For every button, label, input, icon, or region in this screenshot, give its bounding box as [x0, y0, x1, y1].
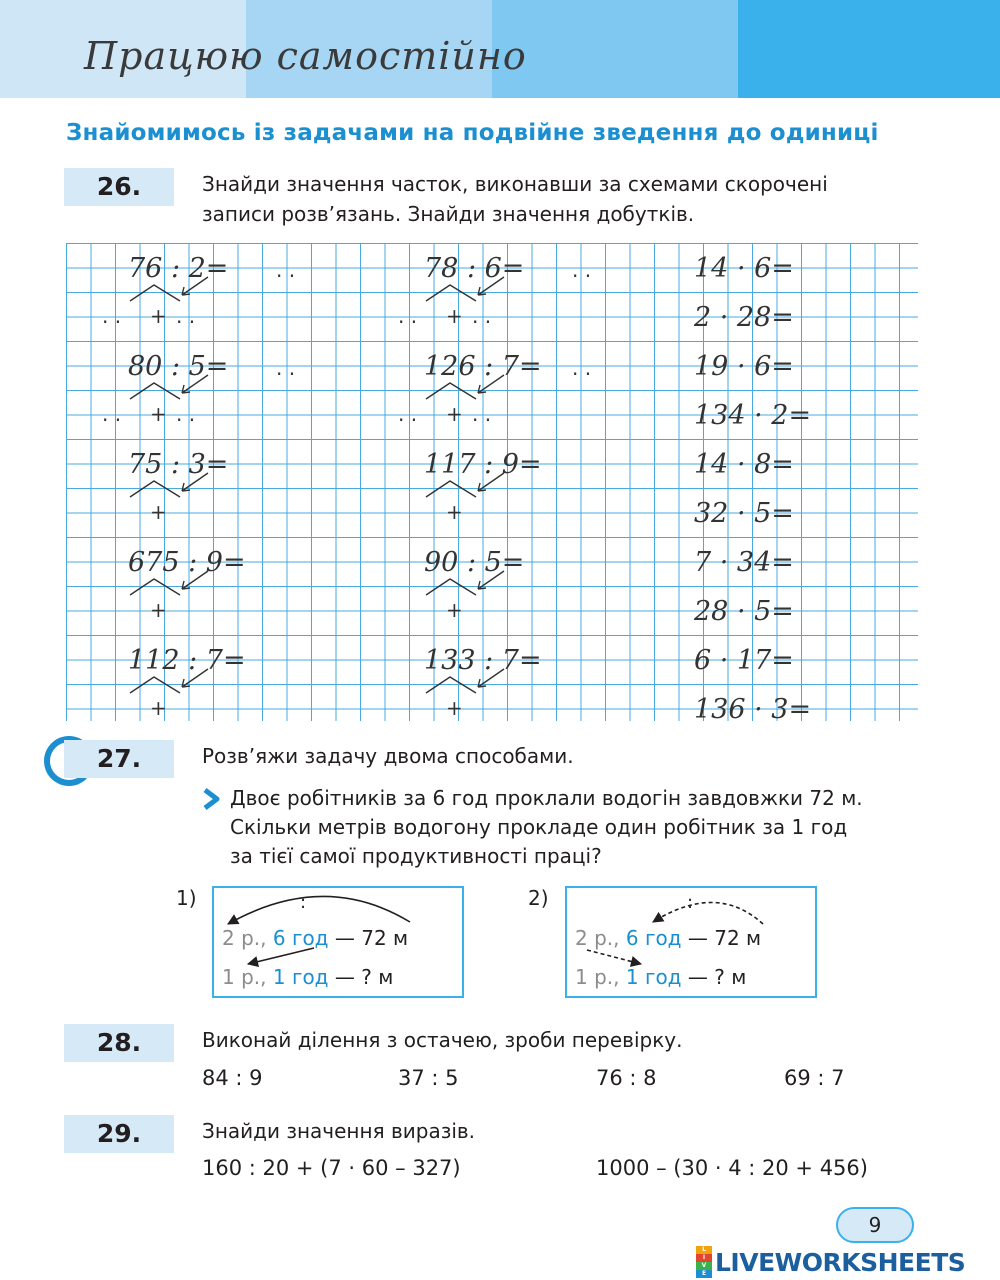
col3-product-7: 28 · 5=	[694, 596, 794, 627]
col2-item-1-plus: +	[446, 402, 463, 426]
col1-item-1-lead: . .	[102, 402, 122, 426]
col2-item-2-expr: 117 : 9=	[424, 449, 542, 480]
col1-item-0-plus: +	[150, 304, 167, 328]
col3-product-4: 14 · 8=	[694, 449, 794, 480]
task-28-expr-1: 84 : 9	[202, 1066, 263, 1090]
col1-item-3-expr: 675 : 9=	[128, 547, 246, 578]
task-28-expr-4: 69 : 7	[784, 1066, 845, 1090]
task-29-expr-1: 160 : 20 + (7 · 60 – 327)	[202, 1156, 461, 1180]
lw-mark-l: L	[696, 1246, 712, 1254]
task-26-number: 26.	[64, 168, 174, 206]
col1-item-1-tail: . .	[176, 402, 196, 426]
col1-item-4-expr: 112 : 7=	[128, 645, 246, 676]
liveworksheets-text: LIVEWORKSHEETS	[715, 1247, 966, 1277]
scheme-2-divide-sign: :	[687, 892, 694, 913]
col2-item-4-expr: 133 : 7=	[424, 645, 542, 676]
col3-product-1: 2 · 28=	[694, 302, 794, 333]
scheme-1-row1-workers: 2 р.,	[222, 926, 267, 950]
col2-item-0-plus: +	[446, 304, 463, 328]
scheme-1-row1	[222, 926, 408, 950]
col2-item-3-expr: 90 : 5=	[424, 547, 525, 578]
col2-item-3-bracket	[426, 579, 476, 595]
section-title: Знайомимось із задачами на подвійне зведення до одиниці	[66, 120, 879, 146]
scheme-1-row2-value: ? м	[361, 965, 394, 989]
scheme-2-row2	[575, 965, 746, 989]
scheme-2-row1-hours: 6 год	[625, 926, 682, 950]
task-27-problem-line2: Скільки метрів водогону прокладе один робітник за 1 год	[230, 815, 848, 839]
col1-item-0-expr: 76 : 2=	[128, 253, 229, 284]
col3-product-2: 19 · 6=	[694, 351, 794, 382]
scheme-2-row2-workers: 1 р.,	[575, 965, 620, 989]
task-26-text-line2: записи розв’язань. Знайди значення добутків.	[202, 202, 695, 226]
page-number: 9	[836, 1207, 914, 1243]
liveworksheets-mark-icon	[696, 1246, 712, 1278]
scheme-1-row2	[222, 965, 393, 989]
scheme-2-row1-dash: —	[687, 926, 708, 950]
scheme-2-label: 2)	[528, 886, 549, 910]
task-27-instruction: Розв’яжи задачу двома способами.	[202, 744, 574, 768]
col1-item-2-bracket	[130, 481, 180, 497]
col2-item-0-suffix: . .	[572, 258, 592, 282]
task-28-expr-2: 37 : 5	[398, 1066, 459, 1090]
col2-item-4-plus: +	[446, 696, 463, 720]
lw-mark-e: E	[696, 1270, 712, 1278]
col2-item-0-bracket	[426, 285, 476, 301]
scheme-2-row2-hours: 1 год	[625, 965, 682, 989]
task-26-text-line1: Знайди значення часток, виконавши за схемами скорочені	[202, 172, 828, 196]
col1-item-4-bracket	[130, 677, 180, 693]
grid-handwriting	[66, 243, 918, 721]
col2-item-1-tail: . .	[472, 402, 492, 426]
task-29-expr-2: 1000 – (30 · 4 : 20 + 456)	[596, 1156, 868, 1180]
chevron-right-icon	[202, 788, 220, 810]
scheme-1-box	[212, 886, 464, 998]
scheme-1-row1-value: 72 м	[361, 926, 409, 950]
liveworksheets-logo	[696, 1246, 965, 1278]
col1-item-1-plus: +	[150, 402, 167, 426]
col2-item-1-lead: . .	[398, 402, 418, 426]
col1-item-1-expr: 80 : 5=	[128, 351, 229, 382]
header-title: Працюю самостійно	[84, 34, 527, 78]
col1-item-3-bracket	[130, 579, 180, 595]
scheme-1-row1-hours: 6 год	[272, 926, 329, 950]
task-29-instruction: Знайди значення виразів.	[202, 1119, 476, 1143]
header-band-4	[738, 0, 1000, 98]
scheme-1-row1-dash: —	[334, 926, 355, 950]
scheme-1-row2-hours: 1 год	[272, 965, 329, 989]
col2-item-2-bracket	[426, 481, 476, 497]
scheme-2-row1	[575, 926, 761, 950]
col2-item-0-tail: . .	[472, 304, 492, 328]
task-28-expr-3: 76 : 8	[596, 1066, 657, 1090]
task-27-number: 27.	[64, 740, 174, 778]
col3-product-6: 7 · 34=	[694, 547, 794, 578]
col1-item-0-suffix: . .	[276, 258, 296, 282]
col1-item-1-bracket	[130, 383, 180, 399]
col3-product-3: 134 · 2=	[694, 400, 812, 431]
task-28-number: 28.	[64, 1024, 174, 1062]
header-band-3	[492, 0, 738, 98]
squared-grid	[66, 243, 918, 721]
col2-item-3-plus: +	[446, 598, 463, 622]
col1-item-3-plus: +	[150, 598, 167, 622]
col1-item-0-lead: . .	[102, 304, 122, 328]
col3-product-5: 32 · 5=	[694, 498, 794, 529]
scheme-2-row1-workers: 2 р.,	[575, 926, 620, 950]
task-28-instruction: Виконай ділення з остачею, зроби перевірку.	[202, 1028, 683, 1052]
scheme-1-row2-workers: 1 р.,	[222, 965, 267, 989]
col1-item-1-suffix: . .	[276, 356, 296, 380]
col2-item-4-bracket	[426, 677, 476, 693]
col2-item-1-bracket	[426, 383, 476, 399]
scheme-2-box	[565, 886, 817, 998]
col1-item-2-expr: 75 : 3=	[128, 449, 229, 480]
col2-item-1-suffix: . .	[572, 356, 592, 380]
col1-item-2-plus: +	[150, 500, 167, 524]
scheme-2-row2-dash: —	[687, 965, 708, 989]
scheme-2-row2-value: ? м	[714, 965, 747, 989]
lw-mark-v: V	[696, 1262, 712, 1270]
lw-mark-i: I	[696, 1254, 712, 1262]
task-29-number: 29.	[64, 1115, 174, 1153]
scheme-1-divide-sign: :	[300, 892, 307, 913]
scheme-1-row2-dash: —	[334, 965, 355, 989]
scheme-2-row1-value: 72 м	[714, 926, 762, 950]
col2-item-1-expr: 126 : 7=	[424, 351, 542, 382]
col1-item-4-plus: +	[150, 696, 167, 720]
col2-item-0-lead: . .	[398, 304, 418, 328]
task-27-problem-line1: Двоє робітників за 6 год проклали водогін завдовжки 72 м.	[230, 786, 863, 810]
col3-product-0: 14 · 6=	[694, 253, 794, 284]
task-27-problem-line3: за тієї самої продуктивності праці?	[230, 844, 602, 868]
col3-product-8: 6 · 17=	[694, 645, 794, 676]
col2-item-0-expr: 78 : 6=	[424, 253, 525, 284]
scheme-1-label: 1)	[176, 886, 197, 910]
col3-product-9: 136 · 3=	[694, 694, 812, 721]
col1-item-0-bracket	[130, 285, 180, 301]
col2-item-2-plus: +	[446, 500, 463, 524]
col1-item-0-tail: . .	[176, 304, 196, 328]
